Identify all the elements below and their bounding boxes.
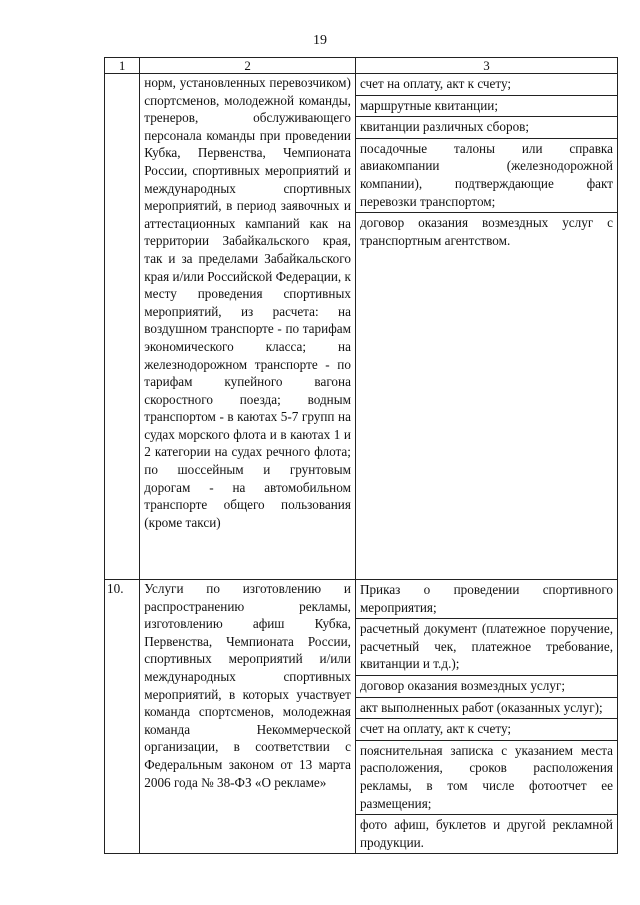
document-item: расчетный документ (платежное поручение, расчетный чек, платежное требование, квитанции и т.д.); [356, 618, 617, 675]
header-col-1: 1 [105, 58, 140, 74]
documents-table [104, 57, 618, 854]
document-item: пояснительная записка с указанием места расположения, сроков расположения рекламы, в том числе фотоотчет ее размещения; [356, 740, 617, 814]
page-number: 19 [313, 33, 327, 48]
document-item: квитанции различных сборов; [356, 116, 617, 138]
documents-cell [355, 580, 617, 854]
documents-cell [355, 74, 617, 580]
document-item: фото афиш, буклетов и другой рекламной продукции. [356, 814, 617, 853]
row-number [105, 74, 140, 580]
expense-description: Услуги по изготовлению и распространению рекламы, изготовлению афиш Кубка, Первенства, Чемпионата России, спортивных мероприятий и/или международных спортивных мероприятий, в которых участвует команда спортсменов, молодежная команда Некоммерческой организации, в соответствии с Федеральным законом от 13 марта 2006 года № 38-ФЗ «О рекламе» [140, 580, 356, 854]
header-col-2: 2 [140, 58, 356, 74]
document-item: счет на оплату, акт к счету; [356, 718, 617, 740]
document-item: договор оказания возмездных услуг; [356, 675, 617, 697]
document-item: посадочные талоны или справка авиакомпании (железнодорожной компании), подтверждающие факт перевозки транспортом; [356, 138, 617, 212]
document-item: акт выполненных работ (оказанных услуг); [356, 697, 617, 719]
document-item: Приказ о проведении спортивного мероприятия; [359, 582, 613, 615]
row-number: 10. [105, 580, 140, 854]
expense-description: норм, установленных перевозчиком) спортсменов, молодежной команды, тренеров, обслуживающего персонала команды при проведении Кубка, Первенства, Чемпионата России, спортивных мероприятий и международных спортивных мероприятий, в период заявочных и аттестационных кампаний как на территории Забайкальского края, так и за пределами Забайкальского края и/или Российской Федерации, к месту проведения спортивных мероприятий, из расчета: на воздушном транспорте - по тарифам экономического класса; на железнодорожном транспорте - по тарифам купейного вагона скоростного поезда; водным транспортом - в каютах 5-7 групп на судах морского флота и в каютах 1 и 2 категории на судах речного флота; по шоссейным и грунтовым дорогам - на автомобильном транспорте общего пользования (кроме такси) [140, 74, 356, 580]
document-item: договор оказания возмездных услуг с транспортным агентством. [356, 212, 617, 251]
document-item: счет на оплату, акт к счету; [359, 76, 512, 91]
table-row [105, 580, 618, 854]
table-row [105, 74, 618, 580]
table-header-row [105, 58, 618, 74]
document-item: маршрутные квитанции; [356, 95, 617, 117]
header-col-3: 3 [355, 58, 617, 74]
